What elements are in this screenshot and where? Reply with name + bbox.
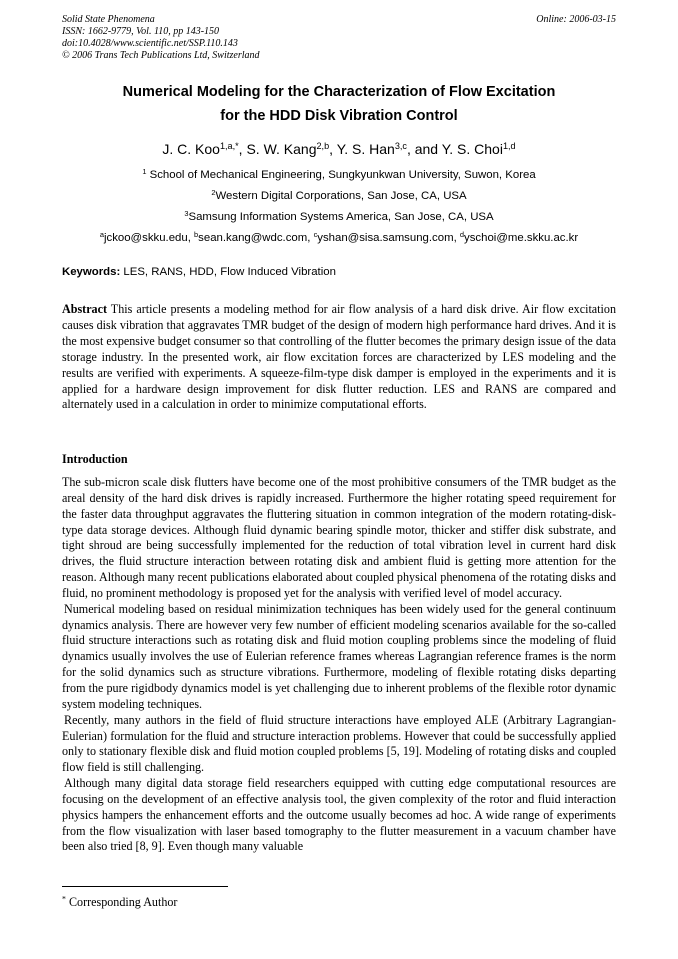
affiliation-sup: 3: [184, 208, 189, 218]
affiliation-text: Samsung Information Systems America, San Jose, CA, USA: [188, 211, 494, 223]
journal-name: Solid State Phenomena: [62, 14, 155, 25]
footnote-mark: *: [62, 894, 66, 904]
introduction-body: [62, 475, 616, 855]
affiliation-sup: 2: [211, 187, 216, 197]
email-text: jckoo@skku.edu,: [103, 232, 195, 244]
email-sup: a: [99, 229, 104, 239]
paragraph: Although many digital data storage field researchers equipped with cutting edge computational resources are focusing on the development of an effective analysis tool, the given complexity of the rotor and fluid interaction physics hampers the enhancement efforts and the outcome usually becomes ad hoc. A wide range of experiments from the flow visualization with laser based tomography to the flutter measurement in a vacuum chamber have been also tried [8, 9]. Even though many valuable: [62, 776, 616, 854]
author-affil-sup: 1,a,*: [219, 141, 239, 151]
abstract-text: This article presents a modeling method for air flow analysis of a hard disk drive. Air flow excitation causes disk vibration that aggravates TMR budget of the design of modern high performance hard drives. And it is the most expensive budget consumer so that controlling of the flutter becomes the primary design issue of the data storage industry. In the presented work, air flow excitation forces are characterized by LES modeling and the results are verified with experiments. A squeeze-film-type disk damper is employed in the experiments and it is applied for a hardware design improvement for disk flutter reduction. LES and RANS are compared and alternately used in a calculation in order to minimize computational efforts.: [62, 302, 616, 412]
doi-line: doi:10.4028/www.scientific.net/SSP.110.143: [62, 38, 238, 49]
affiliation-text: Western Digital Corporations, San Jose, CA, USA: [215, 190, 467, 202]
email-text: sean.kang@wdc.com,: [198, 232, 314, 244]
abstract-label: Abstract: [62, 302, 108, 316]
journal-header: [62, 14, 616, 62]
author-name: S. W. Kang: [246, 141, 317, 157]
author-name: Y. S. Han: [336, 141, 395, 157]
title-line-1: Numerical Modeling for the Characterization of Flow Excitation: [122, 84, 556, 100]
affiliation-list: [62, 165, 616, 249]
paper-title: [62, 80, 616, 128]
title-line-2: for the HDD Disk Vibration Control: [220, 108, 458, 124]
affiliation-sup: 1: [142, 166, 147, 176]
author-separator: ,: [238, 141, 247, 157]
affiliation-line: [62, 186, 616, 207]
author-separator: ,: [329, 141, 337, 157]
email-text: yshan@sisa.samsung.com,: [317, 232, 460, 244]
email-sup: b: [194, 229, 199, 239]
keywords-text: LES, RANS, HDD, Flow Induced Vibration: [120, 266, 336, 278]
affiliation-text: School of Mechanical Engineering, Sungkyunkwan University, Suwon, Korea: [146, 169, 536, 181]
paragraph: Numerical modeling based on residual minimization techniques has been widely used for the general continuum dynamics analysis. There are however very few number of efficient modeling scenarios available for the so-called fluid structure interactions such as rotating disk and fluid motion coupling problems since the modeling of fluid dynamics usually involves the use of Eulerian reference frames whereas Lagrangian reference frames is the norm for the solid dynamics such as structure vibrations. Furthermore, modeling of flexible rotating disks departing from the pure rigidbody dynamics model is yet challenging due to inherent problems of the flexible rotor dynamic system modeling techniques.: [62, 601, 616, 711]
email-text: yschoi@me.skku.ac.kr: [464, 232, 579, 244]
author-list: [62, 140, 616, 158]
affiliation-line: [62, 207, 616, 228]
email-line: [62, 228, 616, 249]
author-affil-sup: 1,d: [502, 141, 516, 151]
paragraph: Recently, many authors in the field of fluid structure interactions have employed ALE (Arbitrary Lagrangian-Eulerian) formulation for the fluid and structure interaction problems. However that could be successfully applied only to stationary flexible disk and fluid motion coupled problems [5, 19]. Modeling of rotating disks and coupled flow field is still challenging.: [62, 712, 616, 775]
affiliation-line: [62, 165, 616, 186]
abstract: [62, 302, 616, 413]
author-name: Y. S. Choi: [441, 141, 503, 157]
email-sup: c: [313, 229, 318, 239]
keywords-label: Keywords:: [62, 266, 121, 278]
footnote: [62, 895, 616, 910]
online-date: Online: 2006-03-15: [536, 14, 616, 25]
copyright-line: © 2006 Trans Tech Publications Ltd, Switzerland: [62, 50, 260, 61]
footnote-text: Corresponding Author: [65, 895, 178, 909]
author-affil-sup: 3,c: [394, 141, 407, 151]
issn-line: ISSN: 1662-9779, Vol. 110, pp 143-150: [62, 26, 220, 37]
author-name: J. C. Koo: [162, 141, 220, 157]
author-affil-sup: 2,b: [316, 141, 330, 151]
section-heading-introduction: Introduction: [62, 452, 128, 466]
paragraph: The sub-micron scale disk flutters have become one of the most prohibitive consumers of the TMR budget as the areal density of the hard disk drives is rapidly increased. Furthermore the higher rotating speed requirement for the faster data throughput aggravates the fluttering situation in common integration of the modern rotating-disk-type data storage devices. Although fluid dynamic bearing spindle motor, thicker and stiffer disk substrate, and tight shroud are being successfully implemented for the reduction of total vibration level in current hard disk drives, the fluid structure interaction between rotating disk and ambient fluid is getting more attention for the reason. Although many recent publications elaborated about coupled physical phenomena of the rotating disks and fluid, no prominent methodology is proposed yet for the analysis with verified level of model accuracy.: [62, 475, 616, 600]
author-separator: , and: [406, 141, 442, 157]
keywords: [62, 265, 616, 279]
email-sup: d: [459, 229, 465, 239]
footnote-divider: [62, 886, 228, 887]
